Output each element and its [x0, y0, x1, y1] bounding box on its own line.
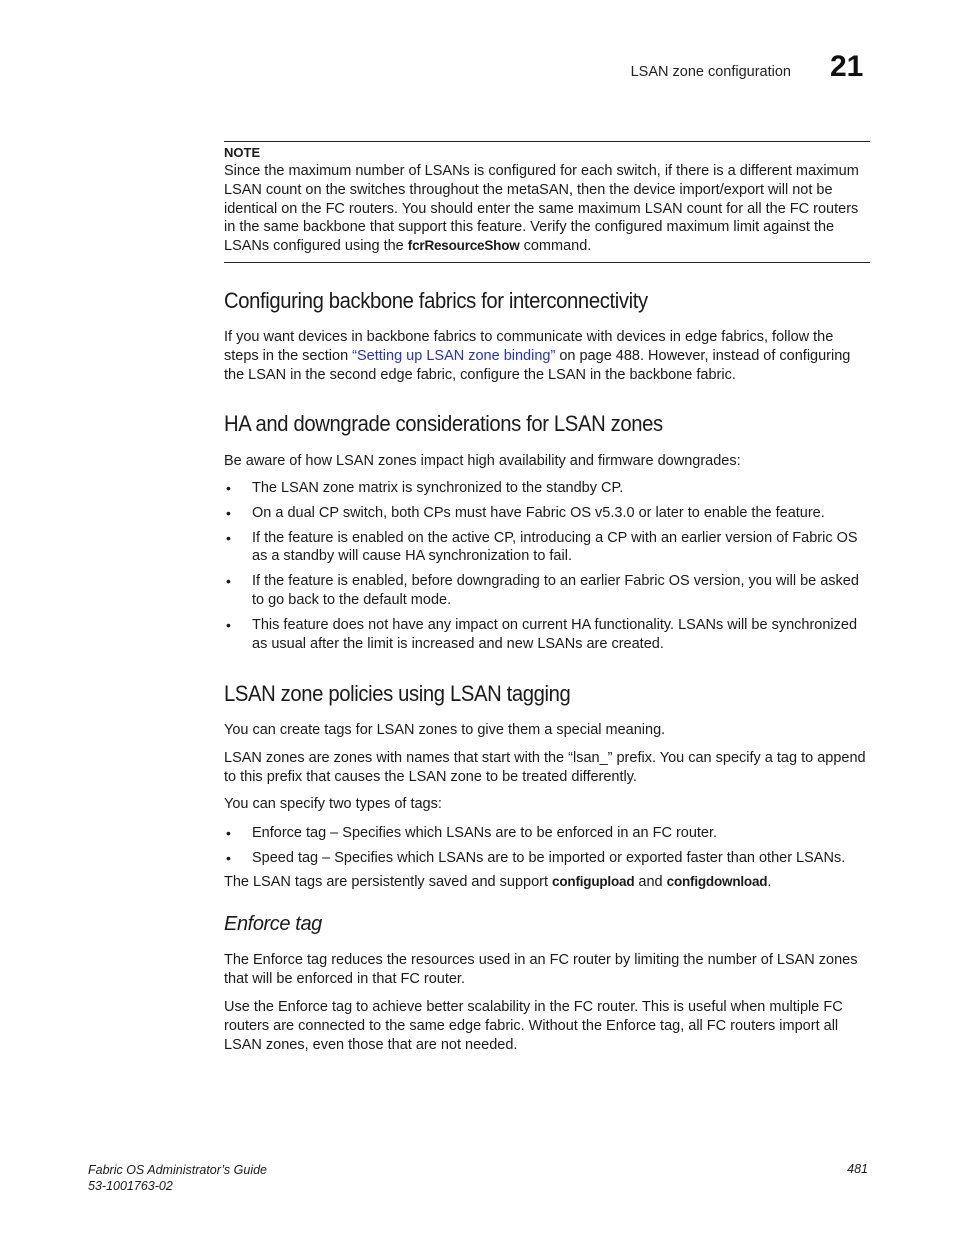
list-item: • If the feature is enabled, before downgrading to an earlier Fabric OS version, you will be asked to go back to the default mode.: [226, 573, 859, 608]
tag-types-list: [224, 824, 870, 868]
chapter-number: 21: [830, 50, 864, 83]
backbone-paragraph: If you want devices in backbone fabrics to communicate with devices in edge fabrics, follow the steps in the section “Setting up LSAN zone binding” on page 488. However, instead of configuring the LSAN in the second edge fabric, configure the LSAN in the backbone fabric.: [224, 329, 851, 383]
note-text: Since the maximum number of LSANs is configured for each switch, if there is a different maximum LSAN count on the switches throughout the metaSAN, then the device import/export will not be identical on the FC routers. You should enter the same maximum LSAN count for all the FC routers in the same backbone that support this feature. Verify the configured maximum limit against the LSANs configured using the fcrResourceShow command.: [224, 163, 859, 255]
list-item: • On a dual CP switch, both CPs must have Fabric OS v5.3.0 or later to enable the feature.: [226, 504, 825, 521]
link-lsan-zone-binding[interactable]: “Setting up LSAN zone binding”: [352, 347, 556, 364]
list-item: • Enforce tag – Specifies which LSANs are to be enforced in an FC router.: [226, 825, 718, 841]
footer-left: [88, 1162, 267, 1194]
heading-backbone-fabrics: Configuring backbone fabrics for interconnectivity: [224, 288, 648, 313]
list-item: • This feature does not have any impact on current HA functionality. LSANs will be synchronized as usual after the limit is increased and new LSANs are created.: [226, 616, 858, 652]
footer-doc-number: 53-1001763-02: [88, 1179, 173, 1193]
note-box: [224, 141, 870, 263]
ha-intro: Be aware of how LSAN zones impact high availability and firmware downgrades:: [224, 453, 741, 469]
command-configdownload: configdownload: [666, 874, 768, 889]
tagging-para3: You can specify two types of tags:: [224, 796, 442, 812]
heading-lsan-tagging: LSAN zone policies using LSAN tagging: [224, 681, 571, 706]
heading-ha-downgrade: HA and downgrade considerations for LSAN zones: [224, 411, 663, 436]
running-header-section: LSAN zone configuration: [630, 64, 791, 80]
heading-enforce-tag: Enforce tag: [224, 913, 322, 935]
tagging-para1: You can create tags for LSAN zones to give them a special meaning.: [224, 722, 666, 738]
note-label: NOTE: [224, 145, 261, 160]
ha-bullet-list: [224, 479, 870, 653]
list-item: • The LSAN zone matrix is synchronized to the standby CP.: [226, 480, 624, 496]
tagging-para4: The LSAN tags are persistently saved and support configupload and configdownload.: [224, 874, 772, 890]
command-configupload: configupload: [552, 874, 635, 889]
tagging-para2: LSAN zones are zones with names that start with the “lsan_” prefix. You can specify a tag to append to this prefix that causes the LSAN zone to be treated differently.: [224, 750, 866, 785]
list-item: • If the feature is enabled on the active CP, introducing a CP with an earlier version of Fabric OS as a standby will cause HA synchronization to fail.: [226, 529, 858, 565]
command-fcrresourceshow: fcrResourceShow: [407, 238, 520, 254]
enforce-para1: The Enforce tag reduces the resources used in an FC router by limiting the number of LSAN zones that will be enforced in that FC router.: [224, 952, 858, 987]
enforce-para2: Use the Enforce tag to achieve better scalability in the FC router. This is useful when multiple FC routers are connected to the same edge fabric. Without the Enforce tag, all FC routers import all LSAN zones, even those that are not needed.: [224, 999, 843, 1053]
footer-guide-title: Fabric OS Administrator’s Guide: [88, 1163, 267, 1177]
list-item: • Speed tag – Specifies which LSANs are to be imported or exported faster than other LSANs.: [226, 849, 846, 866]
footer-page-number: 481: [847, 1162, 868, 1176]
